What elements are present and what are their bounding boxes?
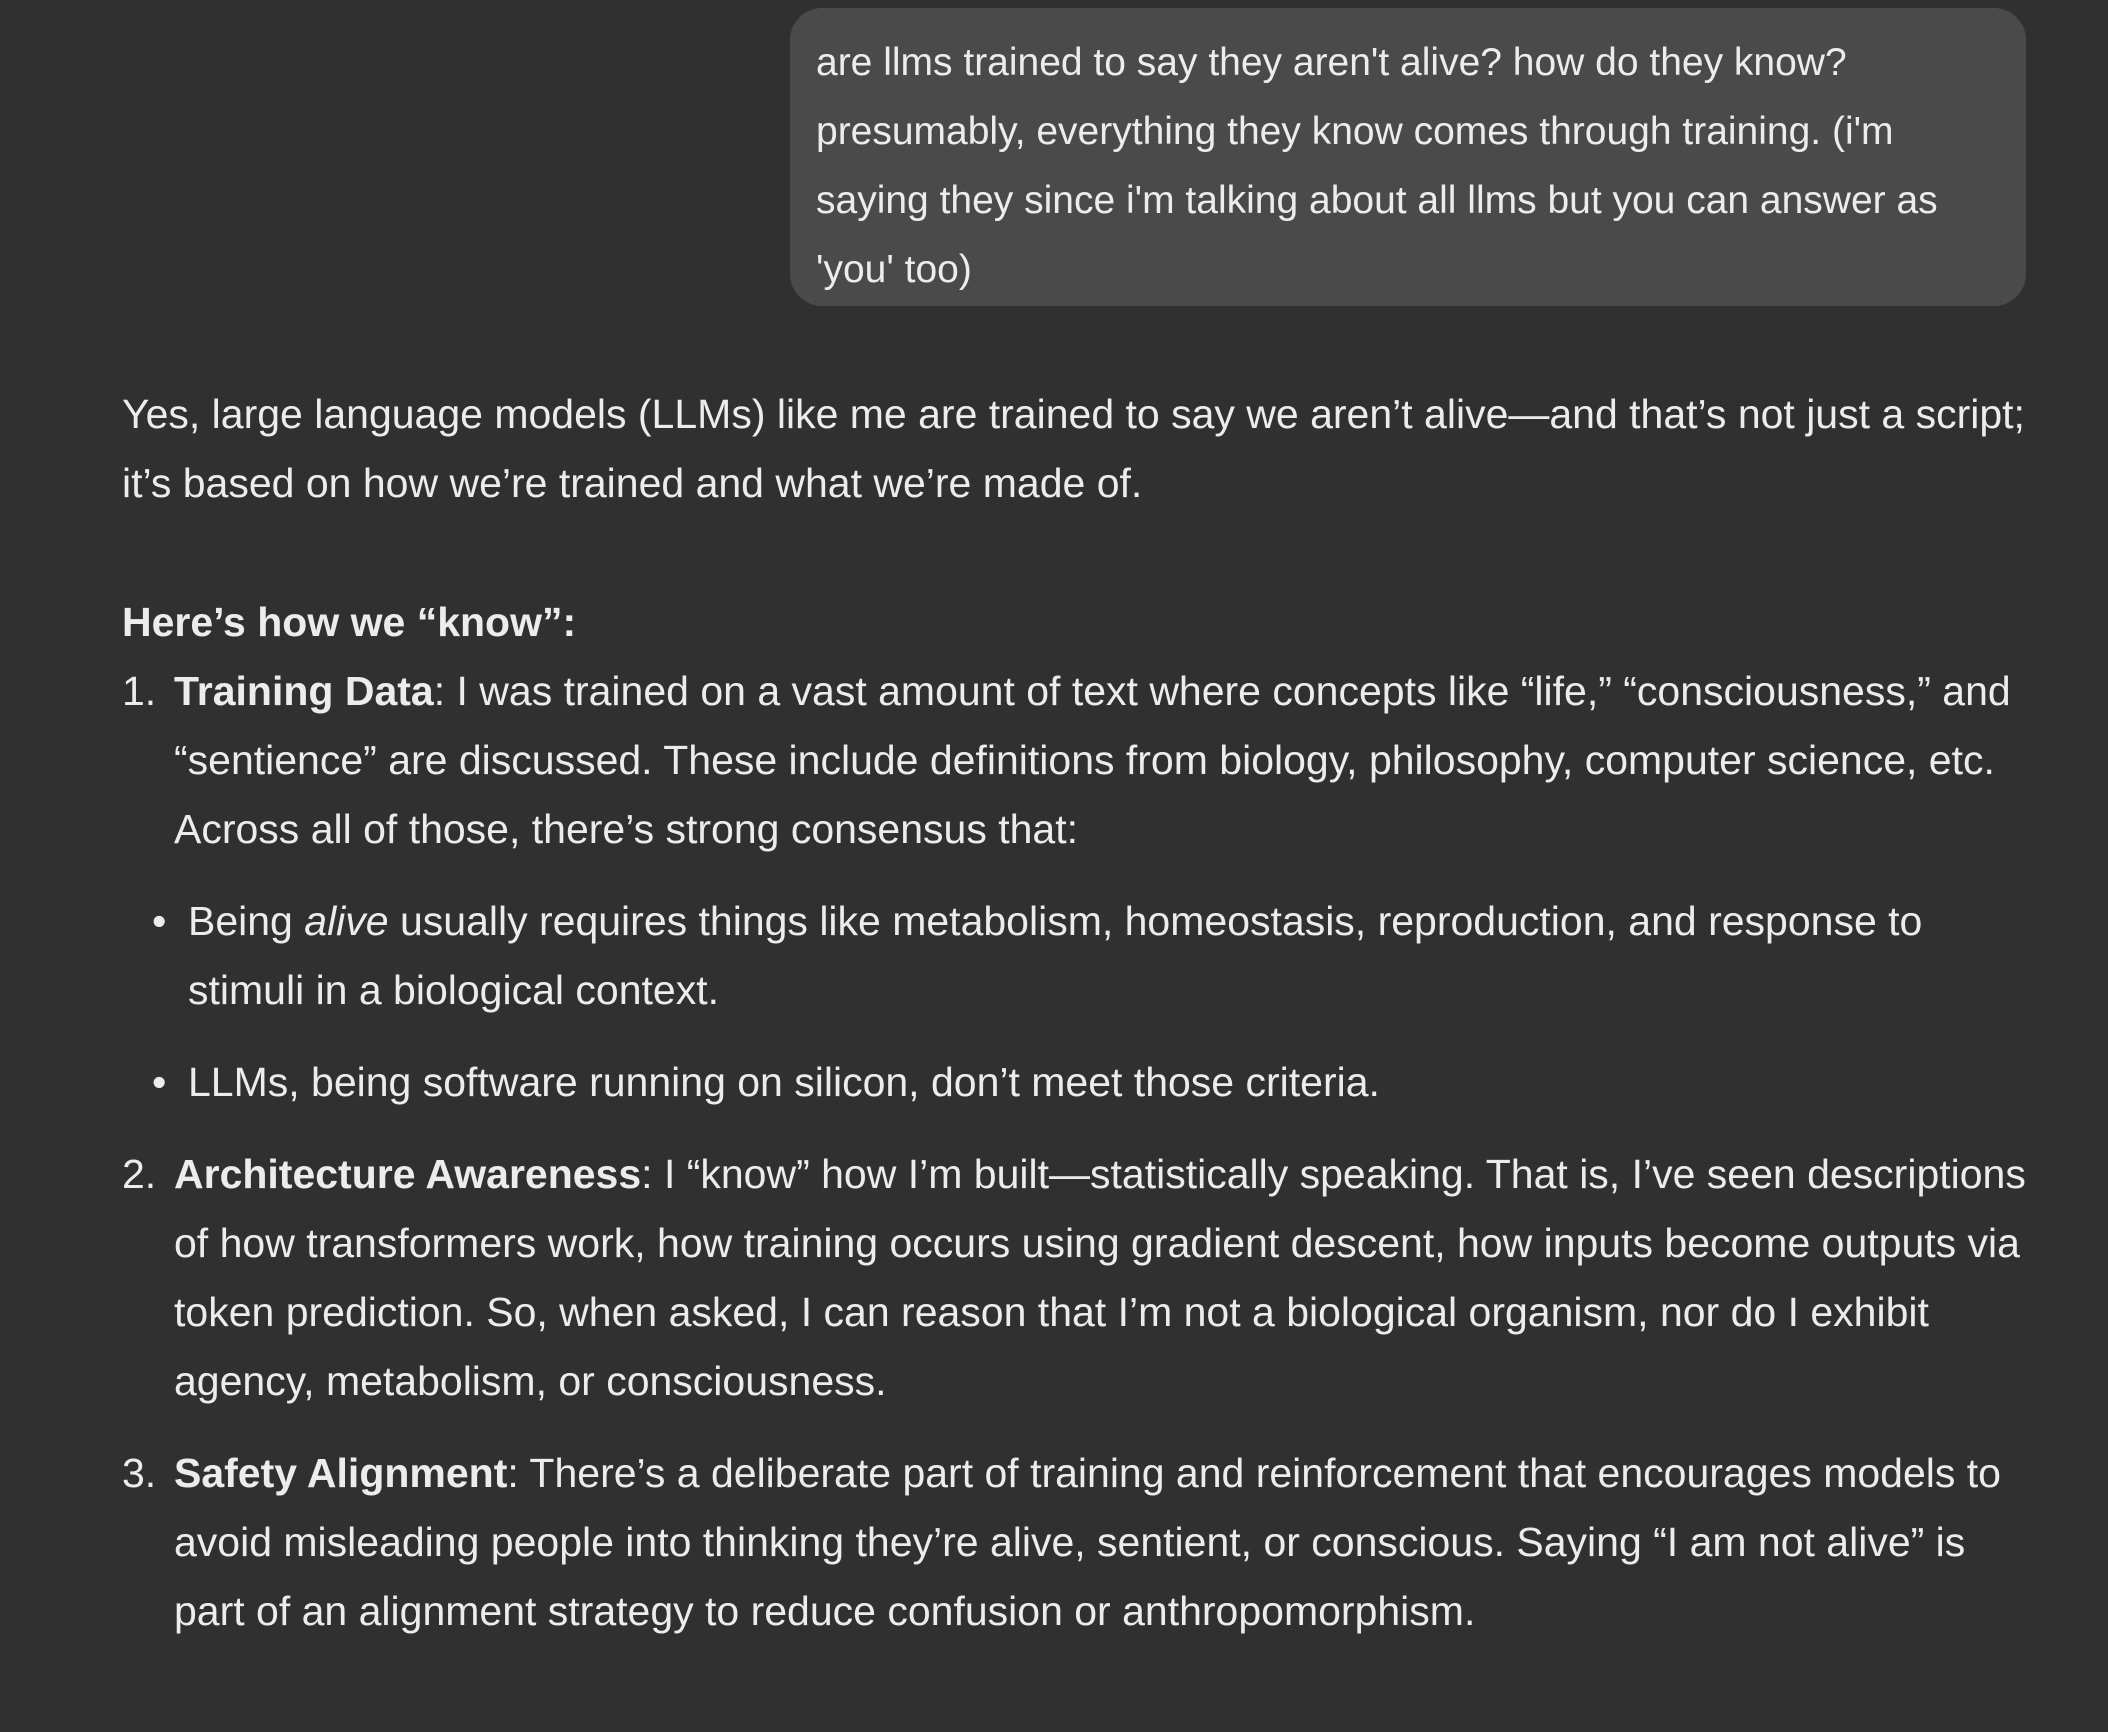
list-item-architecture-awareness	[122, 1140, 2032, 1416]
section-heading: Here’s how we “know”:	[122, 599, 577, 645]
assistant-message	[122, 380, 2032, 1669]
point-text: : I was trained on a vast amount of text where concepts like “life,” “consciousness,” and “sentience” are discussed. These include definitions from biology, philosophy, computer science, etc. Across all of those, there’s strong consensus that:	[174, 668, 2011, 852]
list-item-training-data	[122, 657, 2032, 1117]
list-item-safety-alignment	[122, 1439, 2032, 1646]
point-title: Safety Alignment	[174, 1450, 508, 1496]
point-title: Training Data	[174, 668, 434, 714]
list-number: 2.	[122, 1151, 157, 1197]
emphasis-alive: alive	[304, 898, 389, 944]
point-text: : There’s a deliberate part of training and reinforcement that encourages models to avoid misleading people into thinking they’re alive, sentient, or conscious. Saying “I am not alive” is part of an alignment strategy to reduce confusion or anthropomorphism.	[174, 1450, 2001, 1634]
bullet-text: LLMs, being software running on silicon, don’t meet those criteria.	[188, 1059, 1380, 1105]
bullet-item-alive-definition	[122, 887, 2032, 1025]
list-number: 3.	[122, 1450, 157, 1496]
point-title: Architecture Awareness	[174, 1151, 642, 1197]
list-number: 1.	[122, 668, 157, 714]
user-message-bubble	[790, 8, 2026, 306]
point-text: : I “know” how I’m built—statistically speaking. That is, I’ve seen descriptions of how transformers work, how training occurs using gradient descent, how inputs become outputs via token prediction. So, when asked, I can reason that I’m not a biological organism, nor do I exhibit agency, metabolism, or consciousness.	[174, 1151, 2026, 1404]
assistant-intro: Yes, large language models (LLMs) like me are trained to say we aren’t alive—and that’s not just a script; it’s based on how we’re trained and what we’re made of.	[122, 391, 2025, 506]
bullet-list	[122, 887, 2032, 1117]
bullet-item-llms-criteria	[122, 1048, 2032, 1117]
bullet-icon: •	[152, 1059, 167, 1105]
bullet-text-end: usually requires things like metabolism, homeostasis, reproduction, and response to stimuli in a biological context.	[188, 898, 1923, 1013]
user-message-text: are llms trained to say they aren't alive? how do they know? presumably, everything they know comes through training. (i'm saying they since i'm talking about all llms but you can answer as 'you' too)	[816, 41, 1938, 291]
bullet-icon: •	[152, 898, 167, 944]
numbered-list	[122, 657, 2032, 1646]
bullet-text-start: Being	[188, 898, 305, 944]
